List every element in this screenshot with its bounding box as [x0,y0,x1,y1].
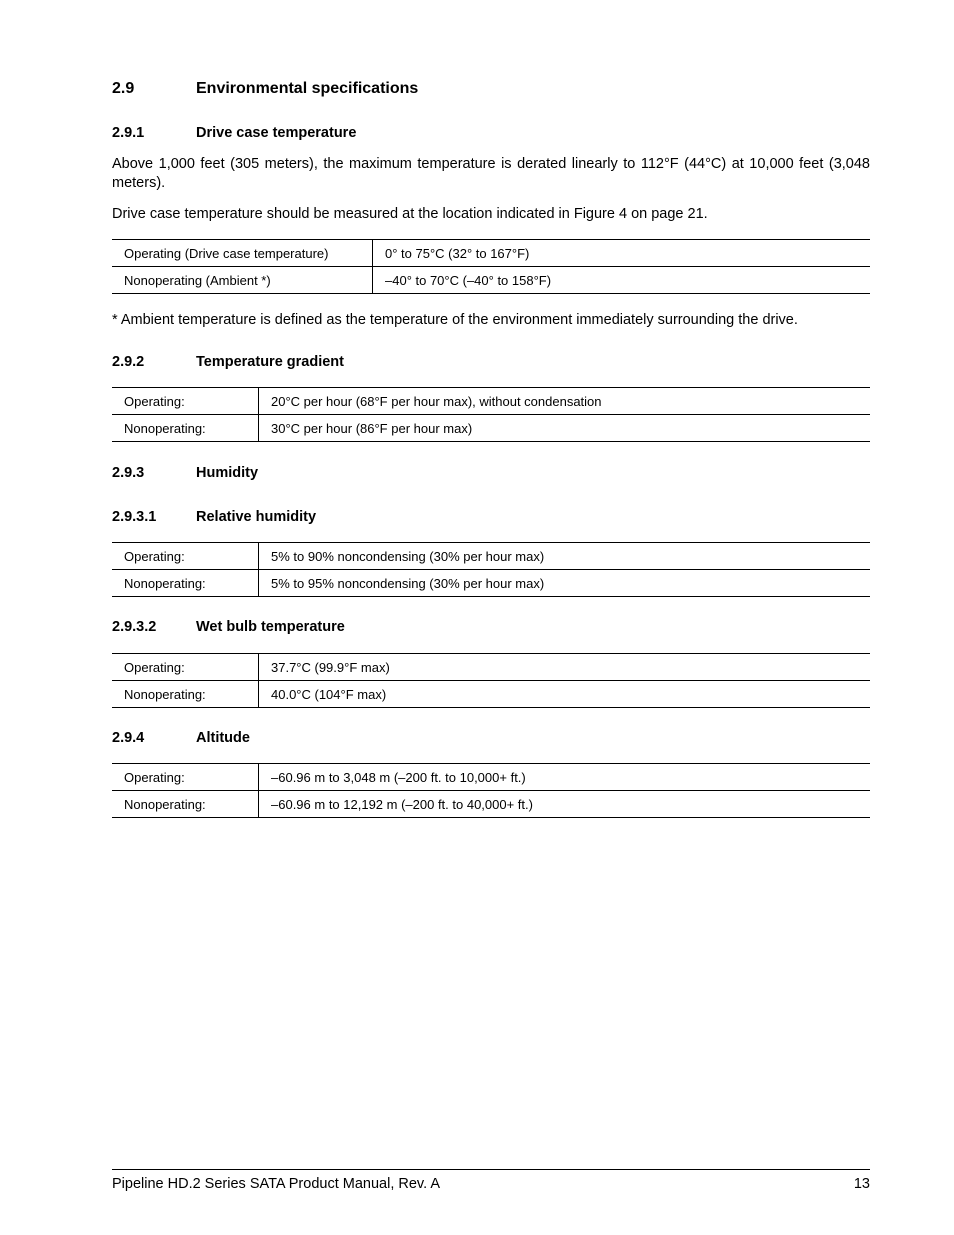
table-row [112,791,870,818]
gradient-number: 2.9.2 [112,354,145,370]
row-value: 40.0°C (104°F max) [259,681,871,708]
drive-case-table [112,239,870,294]
table-row [112,240,870,267]
page-number: 13 [853,1176,870,1192]
drive-case-paragraph-1: Above 1,000 feet (305 meters), the maximum temperature is derated linearly to 112°F (44°C) at 10,000 feet (3,048 meters). [112,156,870,191]
gradient-table [112,387,870,442]
row-value: 5% to 95% noncondensing (30% per hour max) [259,570,871,597]
row-label: Nonoperating: [112,791,259,818]
altitude-number: 2.9.4 [112,730,145,746]
wet-bulb-table [112,653,870,708]
drive-case-paragraph-2: Drive case temperature should be measured at the location indicated in Figure 4 on page 21. [112,206,708,222]
row-value: –60.96 m to 3,048 m (–200 ft. to 10,000+ ft.) [259,764,871,791]
table-row [112,570,870,597]
table-row [112,764,870,791]
row-label: Nonoperating: [112,681,259,708]
wet-bulb-title: Wet bulb temperature [196,619,345,635]
altitude-title: Altitude [196,730,250,746]
row-label: Operating: [112,764,259,791]
table-row [112,267,870,294]
humidity-number: 2.9.3 [112,465,145,481]
table-row [112,654,870,681]
row-value: –60.96 m to 12,192 m (–200 ft. to 40,000+ ft.) [259,791,871,818]
row-value: 5% to 90% noncondensing (30% per hour max) [259,543,871,570]
footer-divider [112,1169,870,1170]
row-label: Operating: [112,543,259,570]
row-label: Operating: [112,388,259,415]
section-number: 2.9 [112,80,135,97]
row-value: 30°C per hour (86°F per hour max) [259,415,871,442]
row-label: Nonoperating (Ambient *) [112,267,373,294]
wet-bulb-number: 2.9.3.2 [112,619,157,635]
table-row [112,388,870,415]
row-label: Operating: [112,654,259,681]
row-label: Nonoperating: [112,570,259,597]
altitude-table [112,763,870,818]
row-value: –40° to 70°C (–40° to 158°F) [373,267,871,294]
table-row [112,543,870,570]
gradient-title: Temperature gradient [196,354,344,370]
footer-title: Pipeline HD.2 Series SATA Product Manual, Rev. A [112,1176,441,1192]
section-title: Environmental specifications [196,80,419,97]
row-label: Nonoperating: [112,415,259,442]
relative-humidity-number: 2.9.3.1 [112,509,157,525]
ambient-note: * Ambient temperature is defined as the temperature of the environment immediately surrounding the drive. [112,312,798,328]
humidity-title: Humidity [196,465,259,481]
table-row [112,681,870,708]
row-value: 20°C per hour (68°F per hour max), without condensation [259,388,871,415]
drive-case-number: 2.9.1 [112,125,145,141]
table-row [112,415,870,442]
row-value: 37.7°C (99.9°F max) [259,654,871,681]
drive-case-title: Drive case temperature [196,125,357,141]
row-value: 0° to 75°C (32° to 167°F) [373,240,871,267]
relative-humidity-title: Relative humidity [196,509,317,525]
relative-humidity-table [112,542,870,597]
row-label: Operating (Drive case temperature) [112,240,373,267]
